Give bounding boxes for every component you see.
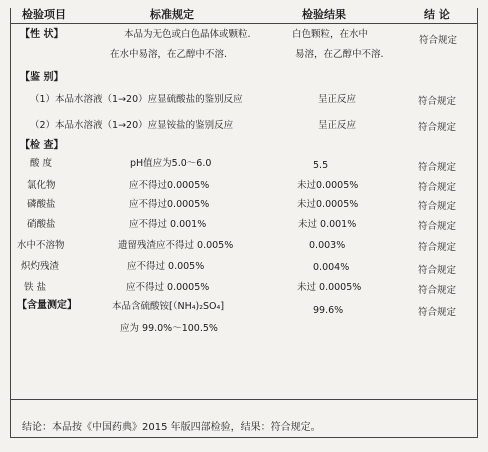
inspection-row-insoluble-result: 0.003% — [309, 240, 346, 251]
identification-row-2-standard: （2）本品水溶液（1→20）应显铵盐的鉴别反应 — [30, 120, 234, 131]
inspection-row-nitrate-item: 硝酸盐 — [27, 219, 56, 230]
bottom-border — [10, 437, 478, 438]
inspection-row-phosphate-item: 磷酸盐 — [27, 199, 56, 210]
assay-standard-line1: 本品含硫酸铵[（NH₄)₂SO₄] — [112, 301, 225, 312]
inspection-row-iron-result: 未过 0.0005% — [297, 282, 362, 293]
inspection-row-phosphate-result: 未过0.0005% — [297, 199, 359, 210]
identification-row-2-result: 呈正反应 — [318, 120, 357, 131]
inspection-row-acidity-conclusion: 符合规定 — [418, 162, 457, 173]
identification-row-1-standard: （1）本品水溶液（1→20）应显硫酸盐的鉴别反应 — [30, 94, 243, 105]
right-border — [477, 8, 478, 438]
header-conclusion: 结 论 — [424, 8, 450, 21]
inspection-row-phosphate-conclusion: 符合规定 — [418, 201, 457, 212]
inspection-row-acidity-item: 酸 度 — [30, 158, 53, 169]
header-result: 检验结果 — [302, 8, 346, 21]
inspection-row-insoluble-standard: 遗留残渣应不得过 0.005% — [118, 240, 234, 251]
assay-standard-line2: 应为 99.0%～100.5% — [120, 323, 218, 334]
section-identification-label: 【鉴 别】 — [20, 72, 64, 83]
identification-row-1-conclusion: 符合规定 — [418, 96, 457, 107]
header-item: 检验项目 — [22, 8, 66, 21]
header-divider — [10, 23, 478, 24]
inspection-row-nitrate-conclusion: 符合规定 — [418, 221, 457, 232]
section-character-label: 【性 状】 — [20, 29, 64, 40]
inspection-row-phosphate-standard: 应不得过0.0005% — [129, 199, 210, 210]
character-standard-line2: 在水中易溶，在乙醇中不溶. — [110, 49, 228, 60]
inspection-row-ignition-residue-conclusion: 符合规定 — [418, 265, 457, 276]
section-assay-label: 【含量测定】 — [17, 300, 77, 311]
inspection-row-ignition-residue-standard: 应不得过 0.005% — [127, 261, 205, 272]
assay-result: 99.6% — [313, 305, 344, 316]
inspection-row-insoluble-item: 水中不溶物 — [17, 240, 65, 251]
inspection-row-insoluble-conclusion: 符合规定 — [418, 242, 457, 253]
header-standard: 标准规定 — [150, 8, 194, 21]
footer-divider — [10, 399, 478, 400]
identification-row-1-result: 呈正反应 — [318, 94, 357, 105]
left-border — [10, 8, 11, 438]
inspection-row-ignition-residue-result: 0.004% — [313, 262, 350, 273]
inspection-row-chloride-standard: 应不得过0.0005% — [129, 180, 210, 191]
character-conclusion: 符合规定 — [419, 35, 458, 46]
inspection-row-acidity-result: 5.5 — [313, 160, 329, 171]
section-inspection-label: 【检 查】 — [20, 140, 64, 151]
inspection-row-nitrate-result: 未过 0.001% — [298, 219, 357, 230]
conclusion-statement: 结论：本品按《中国药典》2015 年版四部检验，结果：符合规定。 — [22, 422, 321, 433]
inspection-row-ignition-residue-item: 炽灼残渣 — [21, 261, 60, 272]
identification-row-2-conclusion: 符合规定 — [418, 122, 457, 133]
inspection-row-acidity-standard: pH值应为5.0～6.0 — [130, 158, 212, 169]
inspection-row-nitrate-standard: 应不得过 0.001% — [129, 219, 207, 230]
inspection-row-iron-item: 铁 盐 — [24, 282, 47, 293]
character-result-line2: 易溶，在乙醇中不溶. — [295, 49, 384, 60]
character-result-line1: 白色颗粒，在水中 — [292, 29, 369, 40]
inspection-row-iron-conclusion: 符合规定 — [418, 285, 457, 296]
assay-conclusion: 符合规定 — [418, 307, 457, 318]
inspection-row-iron-standard: 应不得过 0.0005% — [126, 282, 210, 293]
character-standard-line1: 本品为无色或白色晶体或颗粒. — [124, 29, 251, 40]
inspection-row-chloride-item: 氯化物 — [27, 180, 56, 191]
inspection-row-chloride-result: 未过0.0005% — [297, 180, 359, 191]
inspection-row-chloride-conclusion: 符合规定 — [418, 182, 457, 193]
